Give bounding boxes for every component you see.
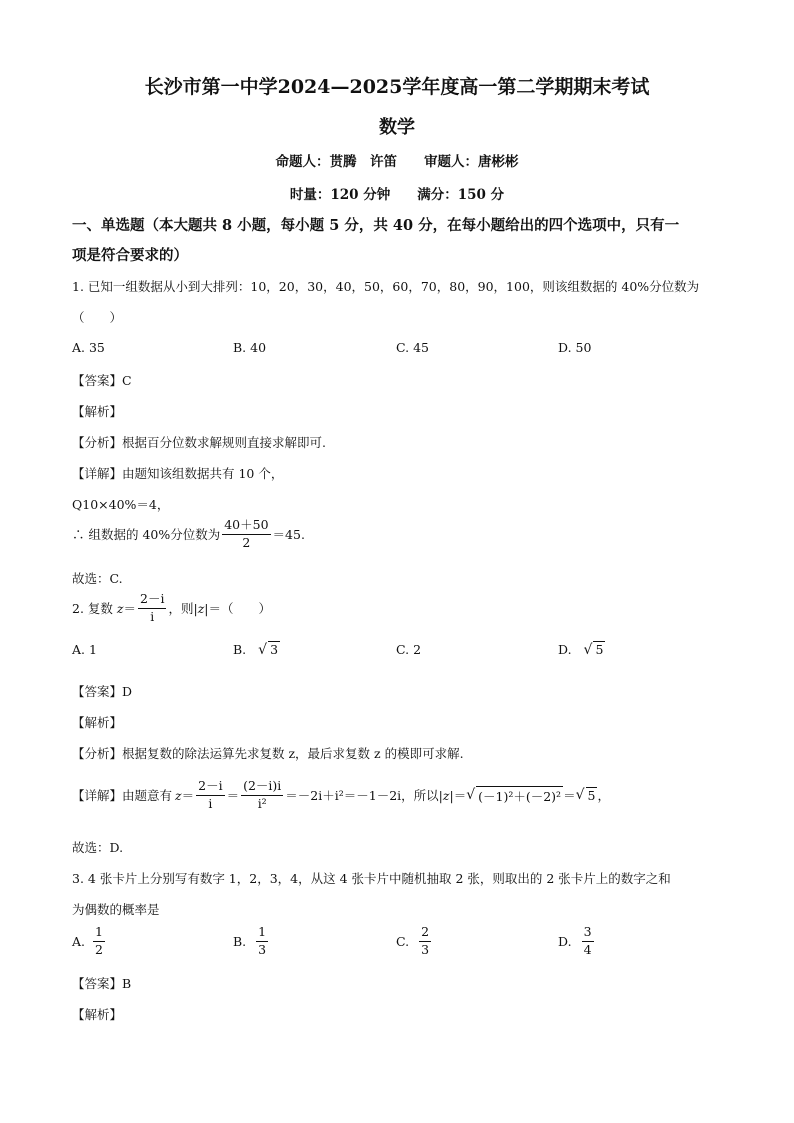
q3-analysis-label: 【解析】 [72,1007,123,1022]
authors-line: 命题人：贳腾 许笛 审题人：唐彬彬 [275,154,519,170]
q3-option-d [558,926,596,956]
q2-xj-eq4: ＝ [563,788,576,803]
q3-option-d-num: 3 [582,926,594,942]
q1-frac-numerator: 40＋50 [222,519,270,535]
q2-fenxi: 【分析】根据复数的除法运算先求复数 z，最后求复数 z 的模即可求解. [72,746,464,761]
q2-stem-fraction [138,593,166,623]
time-score-line: 时量：120 分钟 满分：150 分 [289,187,505,203]
q2-option-b-radicand: 3 [270,642,279,657]
q2-xj-frac2-num: (2－i)i [241,780,283,796]
q1-xiangjie: 【详解】由题知该组数据共有 10 个， [72,466,284,481]
q3-option-a-fraction [93,926,105,956]
q2-option-b [233,641,280,658]
q3-option-c-label: C. [396,933,410,949]
q1-frac-denominator: 2 [242,534,251,550]
q3-answer: 【答案】B [72,976,132,991]
q1-step1: Q10×40%＝4， [72,497,170,512]
q2-option-b-label: B. [233,642,247,657]
q2-xj-frac2-den: i² [257,795,267,811]
page-title: 长沙市第一中学2024—2025学年度高一第二学期期末考试 [144,76,650,98]
q1-stem-line1: 1. 已知一组数据从小到大排列：10，20，30，40，50，60，70，80，90，100，则该组数据的 40%分位数为 [72,279,700,294]
q3-stem-line2: 为偶数的概率是 [72,902,160,917]
subject-title: 数学 [379,117,415,138]
q2-option-c: C. 2 [396,642,422,657]
q2-xj-end-radicand: 5 [587,788,596,803]
q2-stem-prefix: 2. 复数 [72,601,113,616]
q3-option-a-num: 1 [93,926,105,942]
q1-step2-prefix: ∴ 组数据的 40%分位数为 [72,527,221,542]
q2-xj-abs-z: |z| [438,787,454,803]
q1-option-b: B. 40 [233,340,267,355]
q2-eq: ＝ [123,601,137,616]
q2-xj-eq3: ＝ [453,788,467,803]
q2-option-d-label: D. [558,642,572,657]
q3-option-c-num: 2 [419,926,431,942]
q2-z-var: z [116,600,124,616]
q3-option-d-den: 4 [583,941,592,957]
q3-option-b-den: 3 [258,941,267,957]
q1-option-a: A. 35 [72,340,105,355]
q3-option-c-den: 3 [421,941,430,957]
q2-xj-frac1-den: i [208,795,213,811]
q2-xj-eq2: ＝ [226,788,240,803]
q3-option-b-label: B. [233,933,247,949]
q1-analysis-label: 【解析】 [72,404,123,419]
q2-answer: 【答案】D [72,684,133,699]
sqrt-icon: √ [583,642,593,658]
q1-fenxi: 【分析】根据百分位数求解规则直接求解即可. [72,435,326,450]
q1-option-c: C. 45 [396,340,429,355]
q3-option-d-label: D. [558,933,572,949]
q1-option-d: D. 50 [558,340,592,355]
q2-xj-fraction1 [196,780,224,810]
q2-stem-mid: ，则 [168,601,194,616]
q3-option-a-label: A. [72,933,86,949]
sqrt-icon: √ [258,642,268,658]
q2-xj-mid: ＝－2i＋i²＝－1－2i，所以 [285,788,439,803]
q3-option-c-fraction [419,926,431,956]
q1-step2-suffix: ＝45. [272,527,305,542]
q3-option-b-num: 1 [256,926,268,942]
q3-stem-line1: 3. 4 张卡片上分别写有数字 1，2，3，4，从这 4 张卡片中随机抽取 2 张，则取出的 2 张卡片上的数字之和 [72,871,671,886]
q2-option-a: A. 1 [72,642,97,657]
q3-option-c [396,926,433,956]
q3-option-d-fraction [582,926,594,956]
q1-answer: 【答案】C [72,373,132,388]
sqrt-icon: √ [466,787,476,803]
q3-option-a-den: 2 [95,941,103,957]
q2-xj-eq1: ＝ [181,788,195,803]
q1-stem-line2: （ ） [72,310,123,325]
section-heading-line2: 项是符合要求的） [72,247,188,264]
section-heading-line1: 一、单选题（本大题共 8 小题，每小题 5 分，共 40 分，在每小题给出的四个选项中，只有一 [72,217,680,234]
q3-option-a [72,926,107,956]
q2-xj-prefix: 【详解】由题意有 [72,788,173,803]
q2-stem [72,593,271,623]
q2-frac-numerator: 2－i [138,593,166,609]
q2-xj-frac1-num: 2－i [196,780,224,796]
q2-option-d-radicand: 5 [595,642,604,657]
q3-option-b [233,926,270,956]
q2-xj-comma: ， [597,788,610,803]
q1-choose: 故选：C. [72,571,123,586]
q2-xj-sqrt-radicand: (－1)²＋(－2)² [476,786,563,805]
q2-xj-fraction2 [241,780,283,810]
q2-xiangjie [72,780,610,810]
q2-option-d [558,641,605,658]
q3-option-b-fraction [256,926,268,956]
q2-choose: 故选：D. [72,840,124,855]
q2-analysis-label: 【解析】 [72,715,123,730]
q1-step2 [72,519,305,549]
q2-abs-z: |z| [193,600,209,616]
q2-xj-z: z [175,787,182,803]
q1-step2-fraction [222,519,270,549]
q2-frac-denominator: i [150,608,155,624]
q2-stem-suffix: ＝（ ） [208,601,272,616]
sqrt-icon: √ [575,787,585,803]
